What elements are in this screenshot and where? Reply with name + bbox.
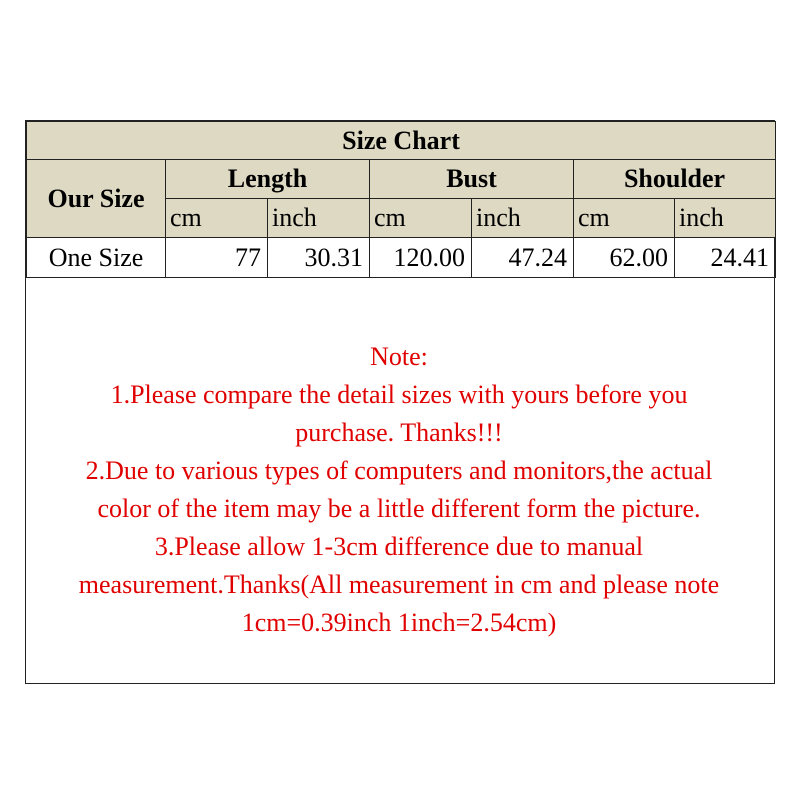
note-heading: Note: <box>370 342 428 371</box>
shoulder-header: Shoulder <box>574 160 776 199</box>
table-row <box>27 238 776 278</box>
row-size-label: One Size <box>27 238 166 278</box>
shoulder-cm-value: 62.00 <box>574 238 675 278</box>
note-line: purchase. Thanks!!! <box>295 418 503 447</box>
note-line: color of the item may be a little different form the picture. <box>97 494 701 523</box>
length-header: Length <box>166 160 370 199</box>
length-cm-unit: cm <box>166 199 268 238</box>
note-line: 1.Please compare the detail sizes with yours before you <box>110 380 688 409</box>
bust-inch-value: 47.24 <box>472 238 574 278</box>
length-inch-value: 30.31 <box>268 238 370 278</box>
bust-cm-unit: cm <box>370 199 472 238</box>
note-line: 1cm=0.39inch 1inch=2.54cm) <box>241 608 557 637</box>
note-line: measurement.Thanks(All measurement in cm and please note <box>78 570 720 599</box>
shoulder-inch-unit: inch <box>675 199 776 238</box>
note-line: 2.Due to various types of computers and monitors,the actual <box>85 456 713 485</box>
size-chart-title: Size Chart <box>27 122 776 160</box>
our-size-header: Our Size <box>27 160 166 238</box>
bust-cm-value: 120.00 <box>370 238 472 278</box>
shoulder-inch-value: 24.41 <box>675 238 776 278</box>
note-line: 3.Please allow 1-3cm difference due to manual <box>154 532 644 561</box>
size-chart-table <box>26 121 776 278</box>
note-block <box>26 338 772 642</box>
size-chart-frame <box>25 120 775 684</box>
length-inch-unit: inch <box>268 199 370 238</box>
shoulder-cm-unit: cm <box>574 199 675 238</box>
bust-header: Bust <box>370 160 574 199</box>
length-cm-value: 77 <box>166 238 268 278</box>
bust-inch-unit: inch <box>472 199 574 238</box>
